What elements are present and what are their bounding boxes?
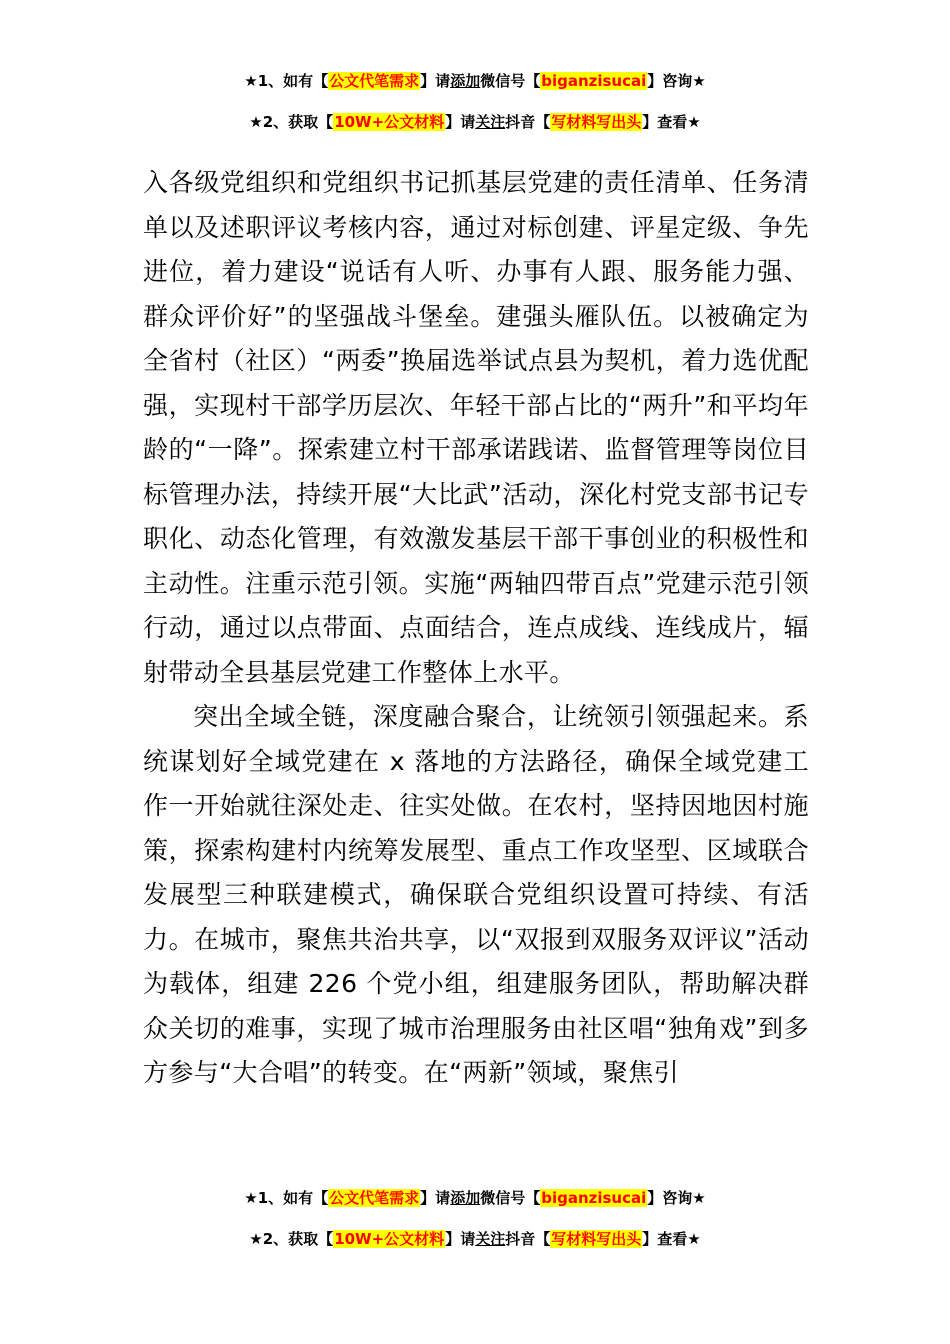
header-ad-line-2 [0,111,950,133]
body-paragraph: 突出全域全链，深度融合聚合，让统领引领强起来。系统谋划好全域党建在 x 落地的方法路径，确保全域党建工作一开始就往深处走、往实处做。在农村，坚持因地因村施策，探索构建村内统筹发展型、重点工作攻坚型、区域联合发展型三种联建模式，确保联合党组织设置可持续、有活力。在城市，聚焦共治共享，以“双报到双服务双评议”活动为载体，组建 226 个党小组，组建服务团队，帮助解决群众关切的难事，实现了城市治理服务由社区唱“独角戏”到多方参与“大合唱”的转变。在“两新”领域，聚焦引 [143,702,809,1087]
ad-emphasis: 关注 [475,113,506,131]
ad-highlight-wechat-id: biganzisucai [541,1189,647,1207]
ad-highlight-service: 公文代笔需求 [329,72,420,90]
ad-text: 抖音【 [505,113,551,131]
ad-highlight-materials: 10W+公文材料 [334,113,445,131]
ad-text: 微信号【 [480,72,541,90]
footer-ad-line-2 [0,1228,950,1250]
ad-text: 】请 [420,72,451,90]
ad-highlight-service: 公文代笔需求 [329,1189,420,1207]
ad-highlight-wechat-id: biganzisucai [541,72,647,90]
ad-emphasis: 添加 [450,1189,481,1207]
ad-prefix: ★1、如有【 [244,1189,329,1207]
document-body [143,161,809,1096]
ad-text: 微信号【 [480,1189,541,1207]
ad-emphasis: 添加 [450,72,481,90]
ad-emphasis: 关注 [475,1230,506,1248]
ad-highlight-douyin-account: 写材料写出头 [551,113,642,131]
ad-text: 】请 [420,1189,451,1207]
ad-highlight-materials: 10W+公文材料 [334,1230,445,1248]
ad-suffix: 】咨询★ [647,1189,706,1207]
header-ad-line-1 [0,70,950,92]
ad-prefix: ★2、获取【 [249,1230,334,1248]
ad-suffix: 】查看★ [642,113,701,131]
ad-text: 】请 [445,113,476,131]
ad-text: 】请 [445,1230,476,1248]
ad-suffix: 】咨询★ [647,72,706,90]
footer-ad-line-1 [0,1187,950,1209]
ad-highlight-douyin-account: 写材料写出头 [551,1230,642,1248]
ad-prefix: ★1、如有【 [244,72,329,90]
body-paragraph: 入各级党组织和党组织书记抓基层党建的责任清单、任务清单以及述职评议考核内容，通过对标创建、评星定级、争先进位，着力建设“说话有人听、办事有人跟、服务能力强、群众评价好”的坚强战斗堡垒。建强头雁队伍。以被确定为全省村（社区）“两委”换届选举试点县为契机，着力选优配强，实现村干部学历层次、年轻干部占比的“两升”和平均年龄的“一降”。探索建立村干部承诺践诺、监督管理等岗位目标管理办法，持续开展“大比武”活动，深化村党支部书记专职化、动态化管理，有效激发基层干部干事创业的积极性和主动性。注重示范引领。实施“两轴四带百点”党建示范引领行动，通过以点带面、点面结合，连点成线、连线成片，辐射带动全县基层党建工作整体上水平。 [143,168,809,687]
ad-suffix: 】查看★ [642,1230,701,1248]
ad-prefix: ★2、获取【 [249,113,334,131]
ad-text: 抖音【 [505,1230,551,1248]
